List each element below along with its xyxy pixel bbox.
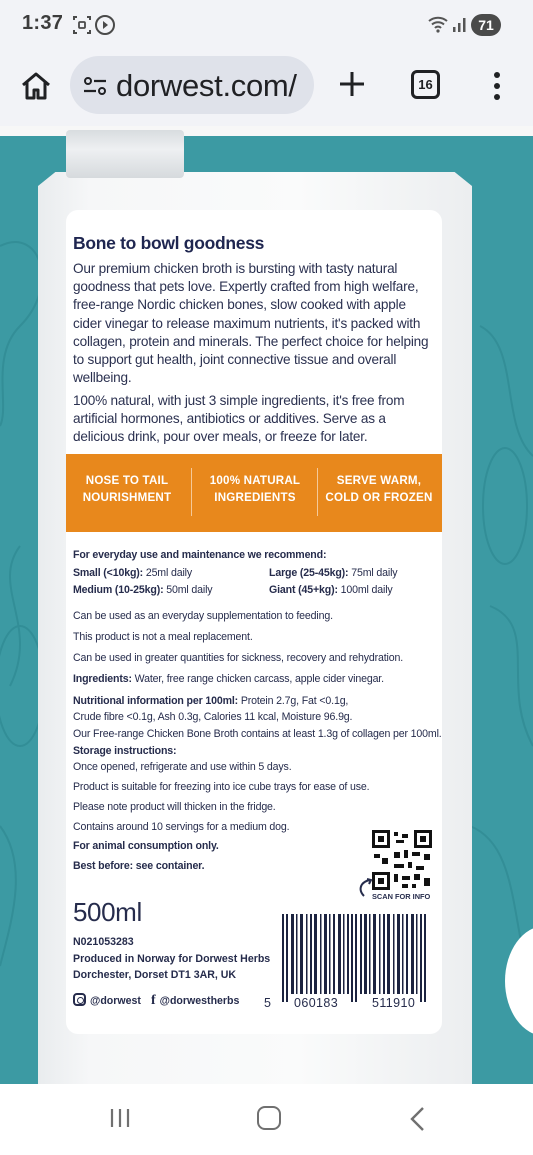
dosage-value: 75ml daily (351, 567, 398, 579)
usage-note: Can be used as an everyday supplementation to feeding. (73, 610, 333, 622)
product-code: N021053283 (73, 936, 134, 948)
dosage-giant (269, 584, 393, 596)
dosage-label: Large (25-45kg): (269, 567, 349, 579)
usage-note: Can be used in greater quantities for sickness, recovery and rehydration. (73, 652, 404, 664)
nutrition-label: Nutritional information per 100ml: (73, 695, 239, 707)
dosage-large (269, 567, 397, 579)
description-paragraph: Our premium chicken broth is bursting with tasty natural goodness that pets love. Expertly crafted from high welfare, free-range Nordic chicken bones, slow cooked with apple cider vinegar to release maximum nutrients, it's packed with collagen, protein and minerals. The perfect choice for helping to support gut health, joint connective tissue and overall wellbeing. (73, 261, 429, 386)
product-label (66, 210, 442, 1034)
benefit-line: COLD OR FROZEN (325, 491, 433, 504)
social-links (73, 993, 239, 1009)
product-image (0, 126, 533, 1084)
benefits-band (66, 454, 442, 532)
facebook-icon: f (150, 993, 156, 1008)
nutrition-line-2: Crude fibre <0.1g, Ash 0.3g, Calories 11 kcal, Moisture 96.9g. (73, 711, 353, 723)
dosage-value: 50ml daily (166, 584, 213, 596)
wifi-icon (427, 14, 451, 34)
barcode-digits-right: 511910 (372, 996, 416, 1010)
benefit-serve (320, 472, 438, 506)
url-text[interactable]: dorwest.com/ (116, 68, 297, 103)
benefit-line: INGREDIENTS (214, 491, 296, 504)
band-divider (317, 468, 318, 516)
dosage-label: Medium (10-25kg): (73, 584, 164, 596)
site-settings-icon[interactable] (82, 73, 108, 99)
dosage-medium (73, 584, 212, 596)
system-nav-bar (0, 1084, 533, 1155)
dosage-small (73, 567, 192, 579)
collagen-note: Our Free-range Chicken Bone Broth contains at least 1.3g of collagen per 100ml. (73, 728, 442, 740)
volume-text: 500ml (73, 897, 142, 927)
nutrition-value: Protein 2.7g, Fat <0.1g, (240, 695, 349, 707)
screenshot-icon (72, 14, 92, 36)
qr-code (372, 830, 432, 890)
back-icon[interactable] (408, 1106, 428, 1132)
ingredients-value: Water, free range chicken carcass, apple cider vinegar. (134, 673, 384, 685)
dosage-label: Small (<10kg): (73, 567, 144, 579)
new-tab-icon[interactable] (334, 66, 370, 102)
barcode-digit-prefix: 5 (264, 996, 272, 1010)
band-divider (191, 468, 192, 516)
home-nav-icon[interactable] (257, 1106, 281, 1130)
dosage-value: 100ml daily (340, 584, 393, 596)
producer-line: Produced in Norway for Dorwest Herbs (73, 953, 271, 965)
ingredients-label: Ingredients: (73, 673, 132, 685)
storage-line: Product is suitable for freezing into ice cube trays for ease of use. (73, 781, 370, 793)
benefit-line: NOSE TO TAIL (85, 474, 169, 487)
qr-label: SCAN FOR INFO (372, 892, 431, 901)
nutrition-line (73, 695, 348, 707)
storage-line: Once opened, refrigerate and use within 5 days. (73, 761, 292, 773)
instagram-handle: @dorwest (90, 995, 141, 1007)
storage-line: Please note product will thicken in the fridge. (73, 801, 276, 813)
benefit-line: NOURISHMENT (82, 491, 172, 504)
address-bar[interactable] (70, 56, 314, 114)
more-menu-icon[interactable] (486, 68, 508, 104)
barcode-digits-left: 060183 (294, 996, 339, 1010)
natural-paragraph: 100% natural, with just 3 simple ingredients, it's free from artificial hormones, antibiotics or additives. Serve as a delicious drink, pour over meals, or freeze for later. (73, 393, 405, 445)
animal-note: For animal consumption only. (73, 840, 219, 852)
signal-icon (452, 14, 468, 34)
home-icon[interactable] (18, 68, 54, 104)
benefit-line: SERVE WARM, (336, 474, 422, 487)
dosage-label: Giant (45+kg): (269, 584, 338, 596)
instagram-icon (73, 993, 86, 1006)
status-time: 1:37 (22, 12, 64, 34)
benefit-line: 100% NATURAL (209, 474, 301, 487)
best-before: Best before: see container. (73, 860, 205, 872)
carton-cap (66, 130, 184, 178)
status-bar (0, 0, 533, 52)
battery-indicator: 71 (471, 14, 501, 36)
dosage-heading: For everyday use and maintenance we recommend: (73, 549, 327, 561)
dosage-value: 25ml daily (145, 567, 193, 579)
storage-heading: Storage instructions: (73, 745, 177, 757)
usage-note: This product is not a meal replacement. (73, 631, 253, 643)
tab-switcher-button[interactable]: 16 (411, 70, 440, 99)
browser-toolbar (0, 52, 533, 118)
address-line: Dorchester, Dorset DT1 3AR, UK (73, 969, 237, 981)
facebook-handle: @dorwestherbs (159, 995, 240, 1007)
benefit-natural (196, 472, 314, 506)
benefit-nose-to-tail (68, 472, 186, 506)
ingredients-line (73, 673, 384, 685)
media-play-icon (94, 14, 116, 36)
barcode (276, 914, 433, 1002)
recent-apps-icon[interactable] (108, 1106, 132, 1130)
label-heading: Bone to bowl goodness (73, 233, 265, 253)
servings-note: Contains around 10 servings for a medium dog. (73, 821, 290, 833)
